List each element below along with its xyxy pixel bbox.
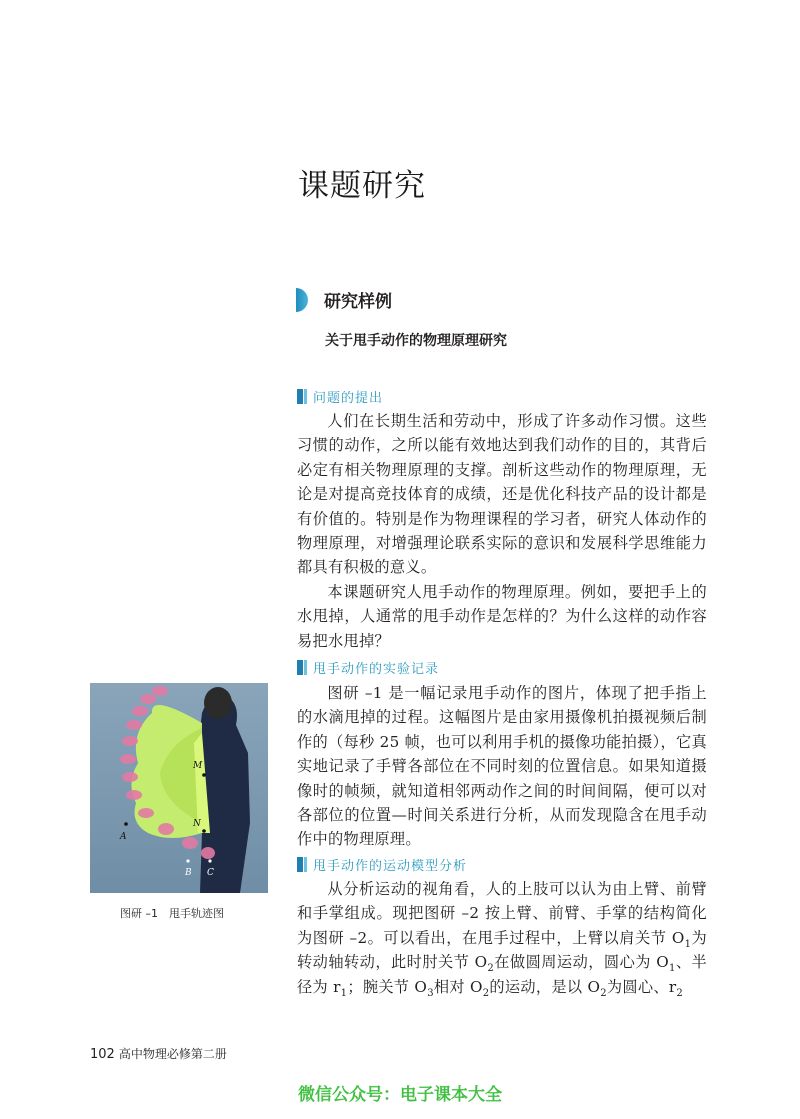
- heading-bar-icon: [304, 857, 307, 872]
- point-label-B: B: [185, 868, 192, 878]
- page-title: 课题研究: [298, 168, 426, 204]
- heading-bar-icon: [297, 857, 303, 872]
- sample-title: 研究样例: [324, 292, 392, 312]
- point-label-A: A: [120, 832, 127, 842]
- heading-bar-icon: [304, 660, 307, 675]
- heading-bar-icon: [297, 389, 303, 404]
- paragraph-problem-1: 人们在长期生活和劳动中，形成了许多动作习惯。这些习惯的动作，之所以能有效地达到我们动作的目的，其背后必定有相关物理原理的支撑。剖析这些动作的物理原理，无论是对提高竞技体育的成绩，还是优化科技产品的设计都是有价值的。特别是作为物理课程的学习者，研究人体动作的物理原理，对增强理论联系实际的意识和发展科学思维能力都具有积极的意义。: [297, 412, 707, 577]
- section-heading-problem: [297, 387, 383, 405]
- figure-caption: 图研 –1 甩手轨迹图: [120, 907, 224, 920]
- hand-trajectory-photo: [90, 683, 268, 893]
- paragraph-record-1: 图研 –1 是一幅记录甩手动作的图片，体现了把手指上的水滴甩掉的过程。这幅图片是由家用摄像机拍摄视频后制作的（每秒 25 帧，也可以利用手机的摄像功能拍摄），它真实地记录了手臂各部位在不同时刻的位置信息。如果知道摄像时的帧频，就知道相邻两动作之间的时间间隔，便可以对各部位的位置—时间关系进行分析，从而发现隐含在甩手动作中的物理原理。: [297, 684, 707, 849]
- section-marker-icon: [296, 288, 308, 312]
- book-title: 高中物理必修第二册: [118, 1047, 227, 1061]
- section-heading-text: 甩手动作的实验记录: [313, 661, 440, 677]
- point-label-M: M: [193, 761, 203, 771]
- paragraph-model-1: 从分析运动的视角看，人的上肢可以认为由上臂、前臂和手掌组成。现把图研 –2 按上臂、前臂、手掌的结构简化为图研 –2。可以看出，在甩手过程中，上臂以肩关节 $O_1$为转动轴转动，此时肘关节 $O_2$在做圆周运动，圆心为 $O_1$、半径为 $r_1$；腕关节 $O_3$相对 $O_2$的运动，是以 $O_2$为圆心、$r_2$: [297, 880, 707, 999]
- point-label-C: C: [207, 868, 214, 878]
- page-footer: [90, 1045, 227, 1062]
- heading-bar-icon: [304, 389, 307, 404]
- section-heading-model: [297, 855, 467, 873]
- heading-bar-icon: [297, 660, 303, 675]
- section-heading-text: 甩手动作的运动模型分析: [313, 858, 468, 874]
- subject-title: 关于甩手动作的物理原理研究: [325, 333, 507, 349]
- point-label-N: N: [193, 819, 201, 829]
- paragraph-problem-2: 本课题研究人甩手动作的物理原理。例如，要把手上的水甩掉，人通常的甩手动作是怎样的？为什么这样的动作容易把水甩掉？: [297, 583, 707, 650]
- page-number: 102: [90, 1047, 115, 1062]
- watermark-text: 微信公众号：电子课本大全: [298, 1085, 502, 1105]
- section-heading-record: [297, 658, 439, 676]
- section-heading-text: 问题的提出: [313, 390, 384, 406]
